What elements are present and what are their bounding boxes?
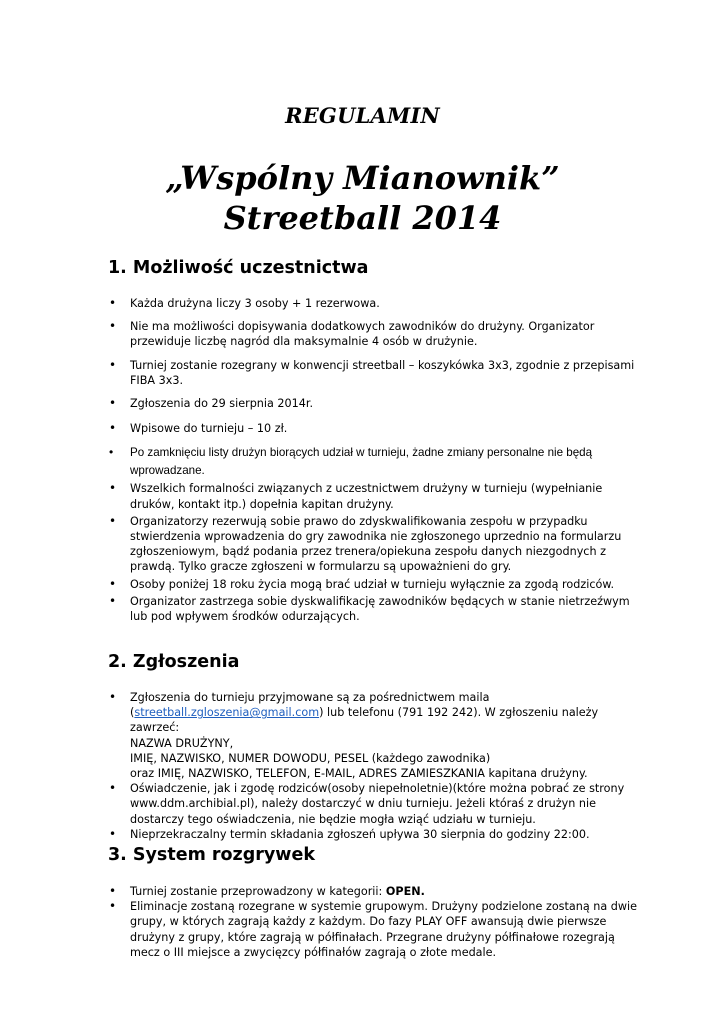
list-item-text: ) lub telefonu (791 192 242). W zgłoszeniu należy zawrzeć: NAZWA DRUŻYNY, IMIĘ, NAZWISKO, NUMER DOWODU, PESEL (każdego zawodnika) oraz IMIĘ, NAZWISKO, TELEFON, E-MAIL, ADRES ZAMIESZKANIA kapitana drużyny. [130,706,599,781]
list-item [108,690,648,781]
list-item: • Po zamknięciu listy drużyn biorących udział w turnieju, żadne zmiany personalne nie będą wprowadzane. [108,444,648,479]
list-item: • Osoby poniżej 18 roku życia mogą brać udział w turnieju wyłącznie za zgodą rodziców. [108,577,648,592]
list-item-text: Turniej zostanie przeprowadzony w kategorii: [130,885,386,898]
category-value: OPEN. [385,885,425,898]
document-subtitle [0,158,725,238]
list-item: • Wpisowe do turnieju – 10 zł. [108,421,648,436]
list-item-text: Zgłoszenia do turnieju przyjmowane są za pośrednictwem maila ( [130,691,490,720]
list-item: • Eliminacje zostaną rozegrane w systemie grupowym. Drużyny podzielone zostaną na dwie grupy, w których zagrają każdy z każdym. Do fazy PLAY OFF awansują dwie pierwsze drużyny z grupy, które zagrają w półfinałach. Przegrane drużyny półfinałowe rozegrają mecz o III miejsce a zwycięzcy półfinałów zagrają o złote medale. [108,899,648,960]
list-item: • Turniej zostanie rozegrany w konwencji streetball – koszykówka 3x3, zgodnie z przepisami FIBA 3x3. [108,358,648,388]
list-item: • Organizator zastrzega sobie dyskwalifikację zawodników będących w stanie nietrzeźwym lub pod wpływem środków odurzających. [108,594,648,624]
section-2-list [108,690,648,842]
section-3-list [108,884,648,960]
list-item: • Nie ma możliwości dopisywania dodatkowych zawodników do drużyny. Organizator przewiduje liczbę nagród dla maksymalnie 4 osób w drużynie. [108,319,648,349]
list-item: • Wszelkich formalności związanych z uczestnictwem drużyny w turnieju (wypełnianie druków, kontakt itp.) dopełnia kapitan drużyny. [108,481,648,511]
section-2-heading: 2. Zgłoszenia [108,652,240,672]
section-1-heading: 1. Możliwość uczestnictwa [108,258,369,278]
section-3-heading: 3. System rozgrywek [108,845,315,865]
list-item: • Nieprzekraczalny termin składania zgłoszeń upływa 30 sierpnia do godziny 22:00. [108,827,648,842]
list-item: • Organizatorzy rezerwują sobie prawo do zdyskwalifikowania zespołu w przypadku stwierdzenia wprowadzenia do gry zawodnika nie zgłoszonego uprzednio na formularzu zgłoszeniowym, bądź podania przez trenera/opiekuna zespołu danych niezgodnych z prawdą. Tylko gracze zgłoszeni w formularzu są upoważnieni do gry. [108,514,648,575]
subtitle-line-2: Streetball 2014 [223,199,502,237]
document-title: REGULAMIN [285,103,440,128]
list-item: • Zgłoszenia do 29 sierpnia 2014r. [108,396,648,411]
email-link[interactable]: streetball.zgloszenia@gmail.com [134,706,320,720]
subtitle-line-1: „Wspólny Mianownik” [165,159,560,197]
list-item: • Oświadczenie, jak i zgodę rodziców(osoby niepełnoletnie)(które można pobrać ze strony www.ddm.archibial.pl), należy dostarczyć w dniu turnieju. Jeżeli któraś z drużyn nie dostarczy tego oświadczenia, nie będzie mogła wziąć udziału w turnieju. [108,781,648,827]
list-item: • Każda drużyna liczy 3 osoby + 1 rezerwowa. [108,296,648,311]
list-item [108,884,648,899]
section-1-list [108,296,648,624]
